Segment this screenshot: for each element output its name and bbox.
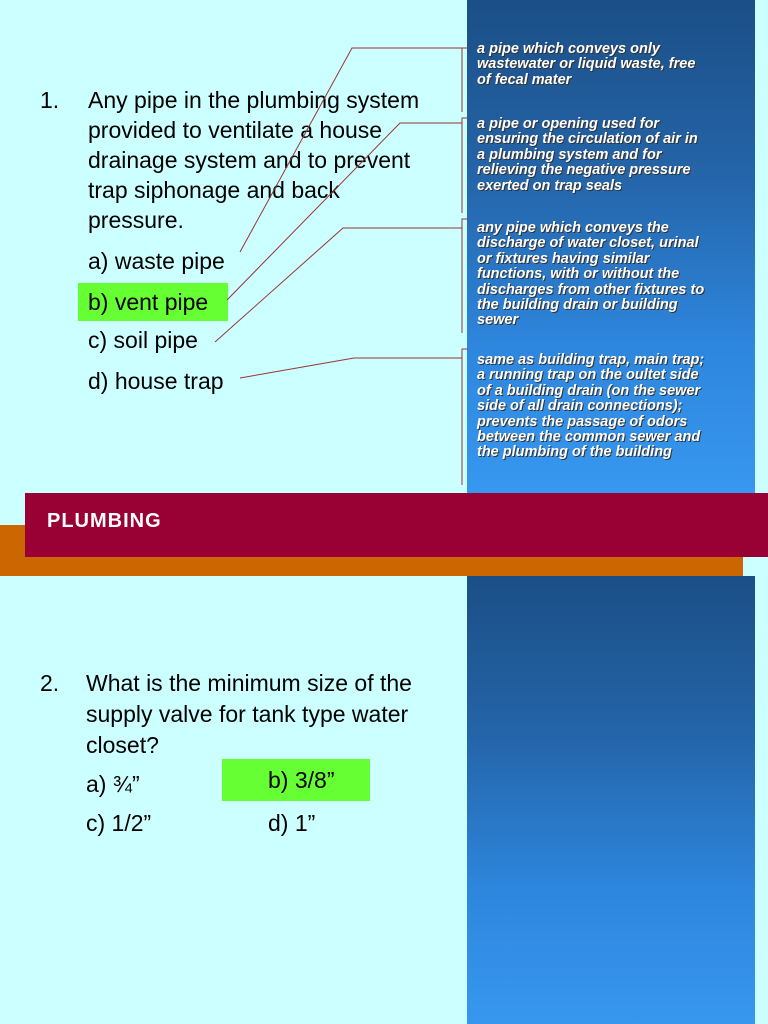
option-c-soil-pipe[interactable]: c) soil pipe [88,327,198,353]
bracket-2 [462,118,468,213]
definition-4-line: side of all drain connections); [477,398,683,415]
definition-3-line: any pipe which conveys the [477,220,669,236]
bracket-1 [462,48,468,112]
question-1-number: 1. [40,87,60,113]
option-d-house-trap[interactable]: d) house trap [88,368,224,394]
question-1-line-4: trap siphonage and back [88,177,340,203]
bracket-4 [462,349,468,485]
connector-c [215,228,462,342]
slide-2-blue-panel [467,576,755,1024]
question-1-line-1: Any pipe in the plumbing system [88,87,420,113]
definition-3-line: or fixtures having similar [477,250,650,267]
definition-4-line: between the common sewer and [477,429,701,446]
definition-3-line: discharges from other fixtures to [477,281,705,298]
definition-3-line: functions, with or without the [477,266,680,283]
definition-3-line: discharge of water closet, urinal [477,235,699,252]
question-2-line-3: closet? [86,732,159,758]
connector-lines [0,0,768,493]
slide-2 [0,576,768,1024]
definition-4-line: prevents the passage of odors [477,413,688,430]
connector-d [240,358,462,378]
definition-4-line: of a building drain (on the sewer [477,382,701,399]
definition-4-line: a running trap on the oultet side [477,367,699,384]
connector-a [240,48,462,252]
definition-2-line: a plumbing system and for [477,146,662,163]
option-b-vent-pipe[interactable]: b) vent pipe [78,283,228,321]
definition-4-line: the plumbing of the building [477,444,672,461]
definition-2-line: a pipe or opening used for [477,116,660,132]
definition-1-line: wastewater or liquid waste, free [477,56,696,73]
definition-2-line: ensuring the circulation of air in [477,131,698,148]
question-2-line-1: What is the minimum size of the [86,670,412,696]
definition-1-line: of fecal mater [477,71,572,88]
option-b-three-eighths[interactable]: b) 3/8” [222,759,370,801]
option-d-one-inch[interactable]: d) 1” [268,810,316,836]
definition-3-line: the building drain or building [477,297,678,314]
option-a-three-quarter[interactable]: a) ¾” [86,771,140,797]
slide-1 [0,0,768,493]
bracket-3 [462,219,468,333]
option-c-one-half[interactable]: c) 1/2” [86,810,152,836]
definition-2-line: relieving the negative pressure [477,162,691,179]
banner-title: PLUMBING [47,510,162,532]
question-2-line-2: supply valve for tank type water [86,701,409,727]
definition-1-line: a pipe which conveys only [477,41,660,57]
question-2-number: 2. [40,670,60,696]
question-1-line-5: pressure. [88,207,184,233]
question-1-line-2: provided to ventilate a house [88,117,383,143]
definition-2-line: exerted on trap seals [477,177,623,194]
question-1-line-3: drainage system and to prevent [88,147,411,173]
definition-4-line: same as building trap, main trap; [477,352,705,368]
definition-3-line: sewer [477,312,519,329]
option-a-waste-pipe[interactable]: a) waste pipe [88,248,225,274]
